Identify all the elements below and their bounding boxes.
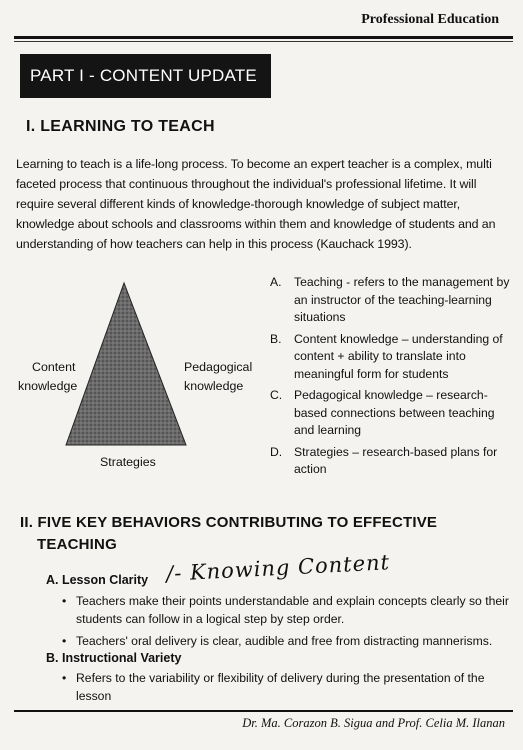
definition-item: C. Pedagogical knowledge – research-based connections between teaching and learning bbox=[270, 388, 495, 437]
label-content-knowledge: knowledge bbox=[18, 379, 78, 393]
item-b-label: B. Instructional Variety bbox=[46, 651, 182, 665]
list-item: • Refers to the variability or flexibility of delivery during the presentation of the lesson bbox=[62, 669, 512, 705]
intro-paragraph: Learning to teach is a life-long process. To become an expert teacher is a complex, multi faceted process that continuous throughout the individual's professional lifetime. It will require several different kinds of knowledge-thorough knowledge of subject matter, knowledge about schools and classrooms within them and knowledge of students and an understanding of how teachers can help in this process (Kauchack 1993). bbox=[16, 157, 496, 251]
triangle-shape bbox=[66, 283, 186, 445]
footer-authors: Dr. Ma. Corazon B. Sigua and Prof. Celia M. Ilanan bbox=[242, 716, 505, 730]
definitions-list bbox=[270, 274, 515, 483]
definition-item: D. Strategies – research-based plans for action bbox=[270, 444, 498, 476]
definition-item: B. Content knowledge – understanding of content + ability to translate into meaningful form for students bbox=[270, 331, 503, 381]
section-2-heading-line1: II. FIVE KEY BEHAVIORS CONTRIBUTING TO EFFECTIVE bbox=[20, 514, 438, 531]
section-1-heading: I. LEARNING TO TEACH bbox=[26, 118, 215, 135]
handwritten-note: /- Knowing Content bbox=[165, 550, 391, 586]
running-header: Professional Education bbox=[361, 12, 499, 27]
section-2-heading bbox=[20, 512, 500, 556]
list-item: • Teachers make their points understandable and explain concepts clearly so their students can follow in a logical step by step order. bbox=[62, 592, 512, 628]
footer-rule bbox=[14, 710, 513, 712]
item-a-label: A. Lesson Clarity bbox=[46, 573, 149, 587]
header-rule-thin bbox=[14, 41, 513, 42]
item-a-bullets bbox=[62, 592, 512, 654]
part-banner: PART I - CONTENT UPDATE bbox=[20, 54, 271, 98]
label-strategies: Strategies bbox=[100, 455, 156, 469]
knowledge-triangle-figure bbox=[14, 280, 264, 480]
definition-item: A. Teaching - refers to the management by an instructor of the teaching-learning situations bbox=[270, 275, 510, 324]
header-rule bbox=[14, 36, 513, 39]
label-pedagogical: Pedagogical bbox=[184, 360, 253, 374]
label-content: Content bbox=[32, 360, 76, 374]
list-item: • Teachers' oral delivery is clear, audible and free from distracting mannerisms. bbox=[62, 632, 512, 650]
item-b-bullets bbox=[62, 669, 512, 709]
label-pedagogical-knowledge: knowledge bbox=[184, 379, 244, 393]
section-2-heading-line2: TEACHING bbox=[37, 536, 117, 553]
